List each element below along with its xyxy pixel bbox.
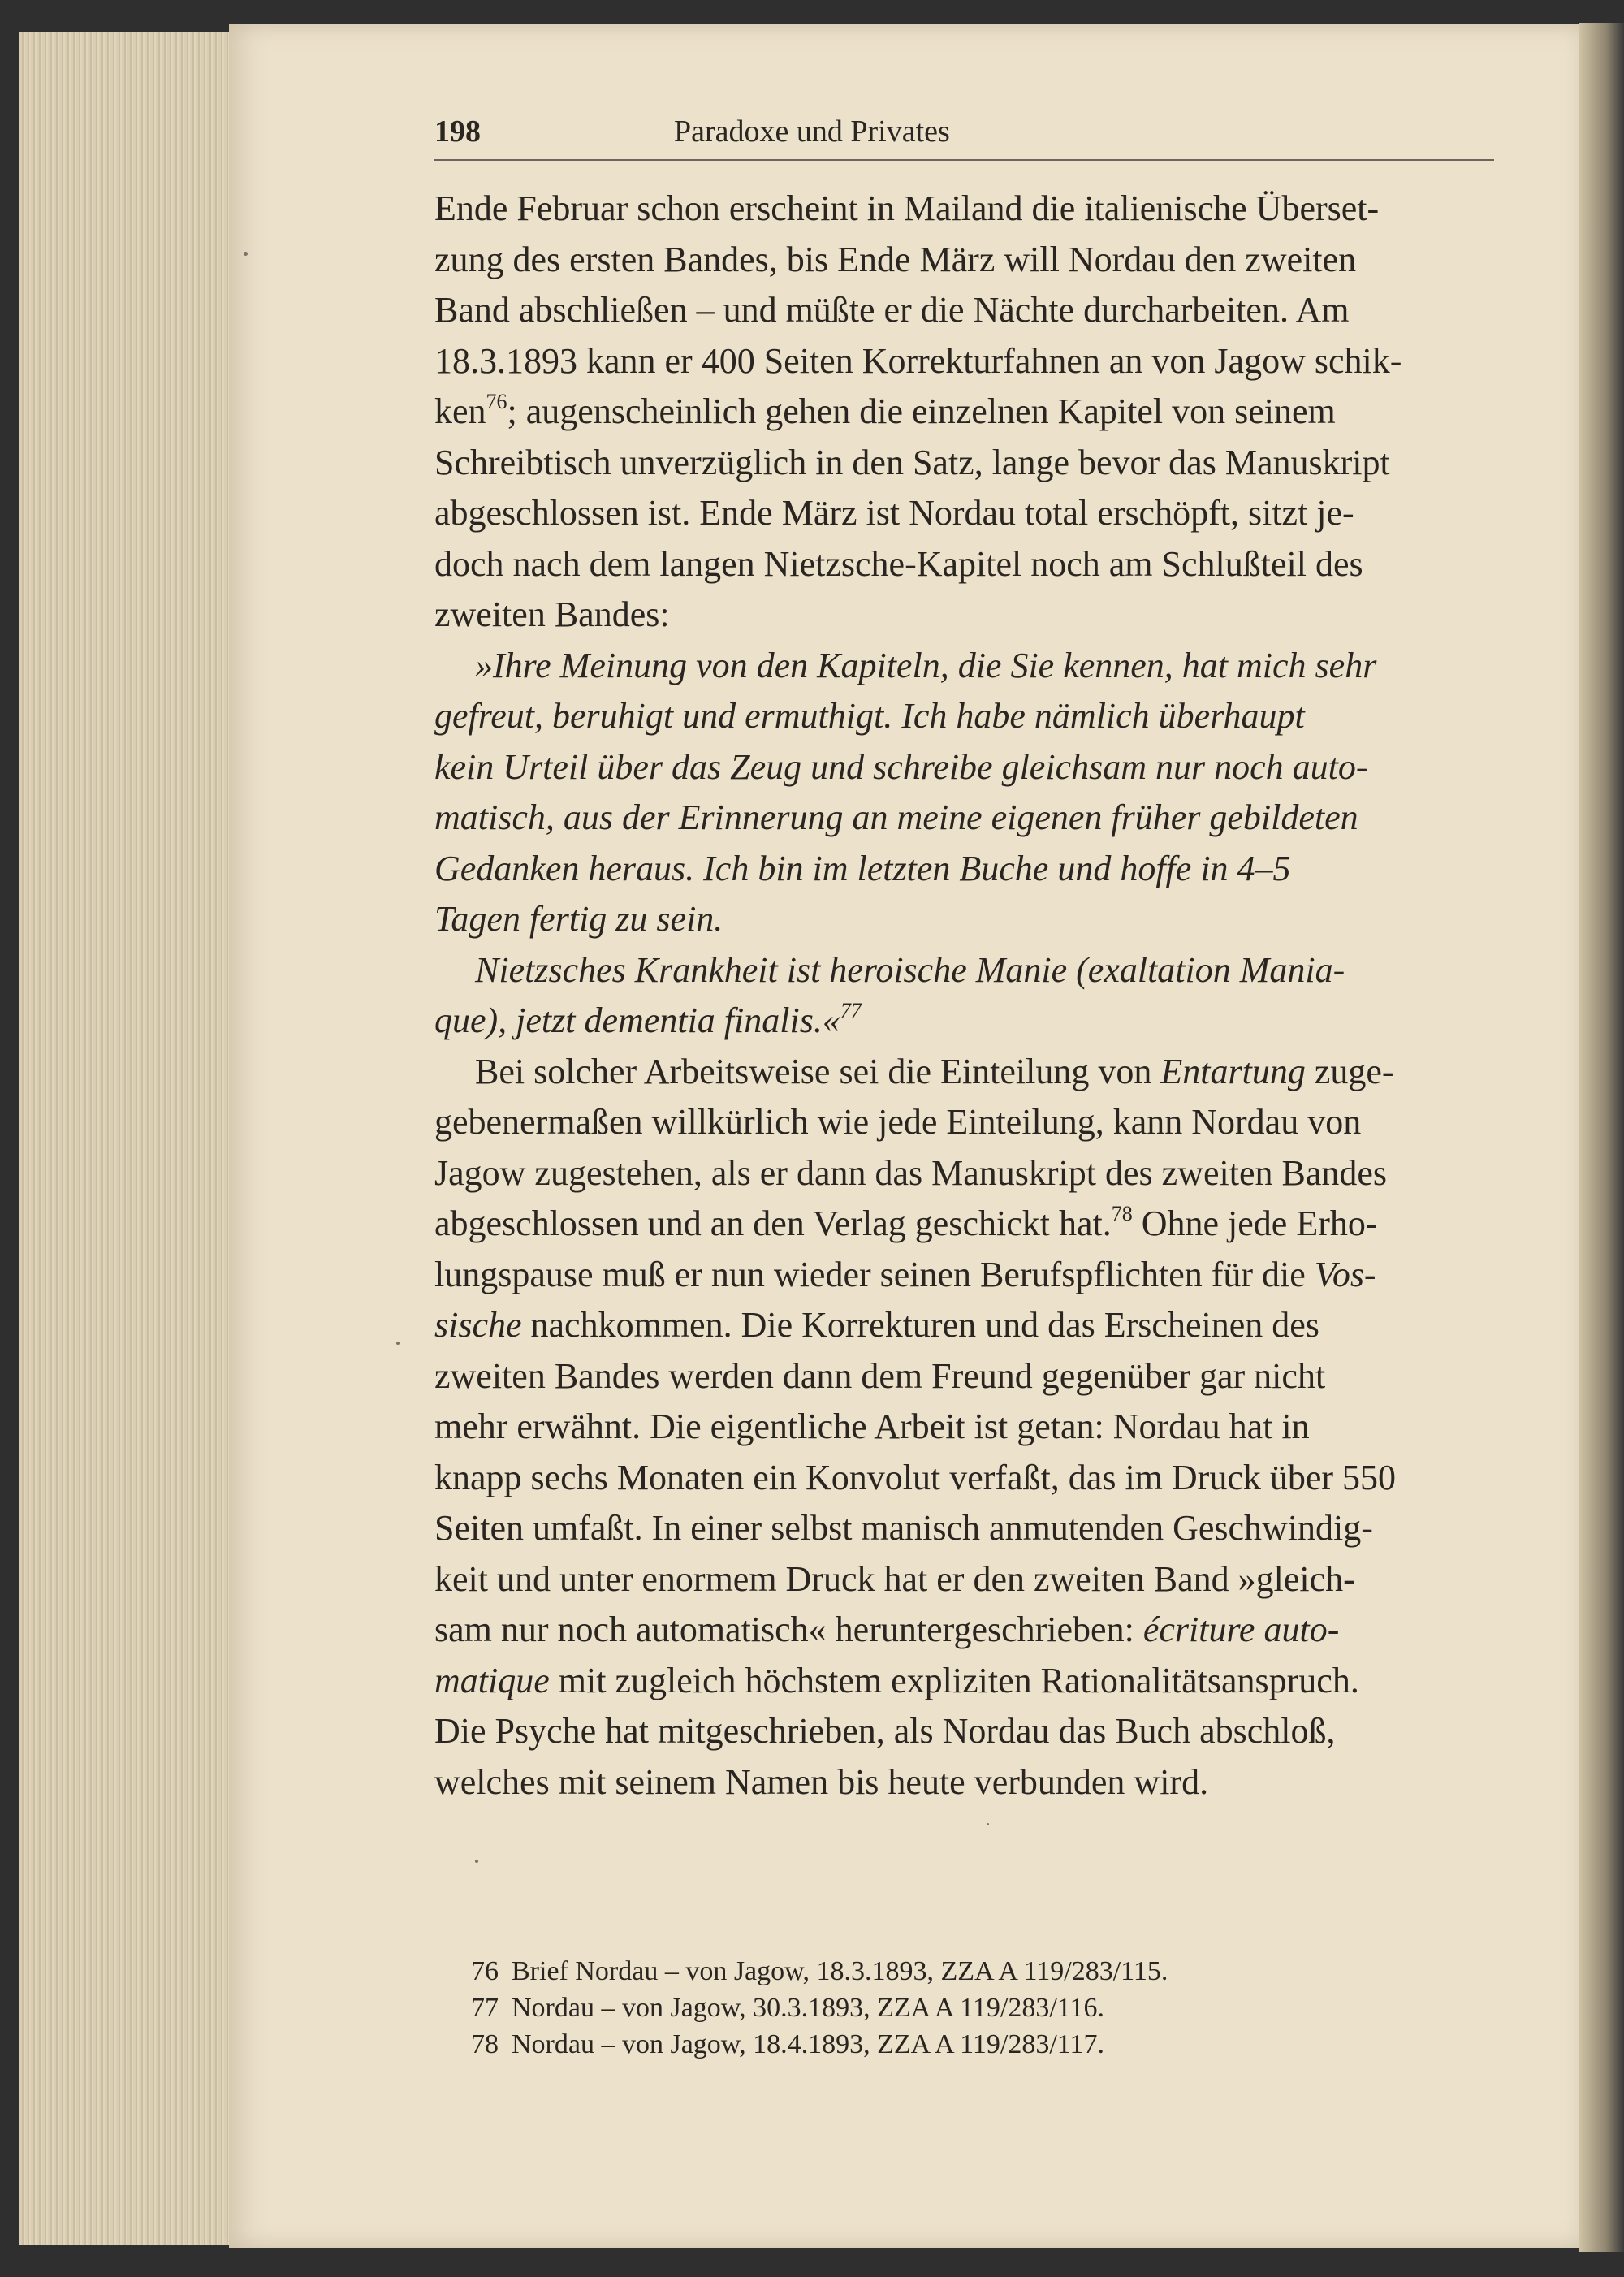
line-text: ken (434, 391, 486, 431)
line-text: sam nur noch automatisch« heruntergeschrieben: (434, 1609, 1143, 1649)
line-text-rest: Ohne jede Erho- (1132, 1203, 1378, 1243)
emphasis-text: matique (434, 1660, 550, 1700)
text-line (434, 590, 1539, 641)
book-edge-right (1579, 23, 1624, 2252)
line-text: kein Urteil über das Zeug und schreibe gleichsam nur noch auto- (434, 746, 1368, 787)
line-text: 18.3.1893 kann er 400 Seiten Korrekturfahnen an von Jagow schik- (434, 340, 1402, 381)
text-line (434, 641, 1539, 692)
line-text: keit und unter enormem Druck hat er den zweiten Band »gleich- (434, 1558, 1355, 1599)
text-line (434, 1554, 1539, 1605)
line-text: abgeschlossen und an den Verlag geschickt hat. (434, 1203, 1112, 1243)
text-line (434, 1656, 1539, 1707)
text-line (434, 539, 1539, 590)
text-line (434, 1402, 1539, 1453)
line-text: Band abschließen – und müßte er die Nächte durcharbeiten. Am (434, 290, 1350, 330)
text-line (434, 1097, 1539, 1148)
emphasis-text: sische (434, 1305, 522, 1345)
line-text: que), jetzt dementia finalis.« (434, 1000, 840, 1040)
footnote-reference[interactable]: 77 (840, 999, 862, 1022)
text-line (434, 235, 1539, 286)
text-line (434, 742, 1539, 793)
text-line (434, 1503, 1539, 1554)
emphasis-text: Entartung (1160, 1051, 1306, 1091)
line-text: Die Psyche hat mitgeschrieben, als Nordau das Buch abschloß, (434, 1711, 1336, 1751)
text-line (434, 691, 1539, 742)
page-header (434, 114, 1494, 161)
text-line (434, 1706, 1539, 1757)
text-line (434, 945, 1539, 996)
footnote-number: 77 (471, 1993, 499, 2023)
line-text: Gedanken heraus. Ich bin im letzten Buche und hoffe in 4–5 (434, 848, 1291, 888)
emphasis-text: Vos- (1314, 1254, 1376, 1294)
line-text: gebenermaßen willkürlich wie jede Einteilung, kann Nordau von (434, 1102, 1362, 1142)
page-edges (19, 32, 232, 2245)
line-text-rest: ; augenscheinlich gehen die einzelnen Kapitel von seinem (507, 391, 1336, 431)
footnote-text: Brief Nordau – von Jagow, 18.3.1893, ZZA A 119/283/115. (512, 1956, 1168, 1986)
line-text-rest: zuge- (1305, 1051, 1394, 1091)
text-line (434, 387, 1539, 438)
footnote-text: Nordau – von Jagow, 30.3.1893, ZZA A 119/283/116. (512, 1993, 1105, 2023)
text-line (434, 1300, 1539, 1351)
line-text: Nietzsches Krankheit ist heroische Manie (exaltation Mania- (475, 949, 1345, 990)
text-line (434, 1453, 1539, 1504)
line-text-rest: nachkommen. Die Korrekturen und das Erscheinen des (521, 1305, 1320, 1345)
text-line (434, 285, 1539, 336)
text-line (434, 336, 1539, 387)
body-text (434, 184, 1539, 1808)
text-line (434, 1605, 1539, 1656)
footnotes (471, 1953, 1510, 2063)
paper-speck (987, 1823, 989, 1825)
line-text: abgeschlossen ist. Ende März ist Nordau total erschöpft, sitzt je- (434, 493, 1354, 533)
line-text: zweiten Bandes werden dann dem Freund gegenüber gar nicht (434, 1355, 1326, 1396)
line-text: welches mit seinem Namen bis heute verbunden wird. (434, 1761, 1209, 1802)
text-line (434, 1351, 1539, 1402)
text-line (434, 844, 1539, 895)
line-text: gefreut, beruhigt und ermuthigt. Ich habe nämlich überhaupt (434, 696, 1305, 736)
page-number: 198 (434, 114, 481, 149)
line-text: Tagen fertig zu sein. (434, 899, 723, 939)
text-line (434, 793, 1539, 844)
text-line (434, 184, 1539, 235)
footnote-reference[interactable]: 76 (486, 390, 508, 413)
line-text: zweiten Bandes: (434, 594, 670, 634)
running-head: Paradoxe und Privates (674, 114, 950, 149)
emphasis-text: écriture auto- (1142, 1609, 1340, 1649)
line-text: matisch, aus der Erinnerung an meine eigenen früher gebildeten (434, 797, 1358, 837)
footnote-reference[interactable]: 78 (1111, 1202, 1133, 1225)
paper-speck (396, 1342, 400, 1345)
line-text-rest: mit zugleich höchstem expliziten Rationalitätsanspruch. (549, 1660, 1359, 1700)
footnote (471, 2026, 1510, 2063)
line-text: Jagow zugestehen, als er dann das Manuskript des zweiten Bandes (434, 1152, 1388, 1193)
text-line (434, 1047, 1539, 1098)
text-line (434, 488, 1539, 539)
footnote-text: Nordau – von Jagow, 18.4.1893, ZZA A 119/283/117. (512, 2029, 1105, 2059)
text-line (434, 438, 1539, 489)
line-text: lungspause muß er nun wieder seinen Berufspflichten für die (434, 1254, 1315, 1294)
paper-speck (244, 252, 248, 256)
text-line (434, 996, 1539, 1047)
line-text: Ende Februar schon erscheint in Mailand die italienische Überset- (434, 188, 1380, 228)
text-line (434, 1250, 1539, 1301)
footnote-number: 76 (471, 1956, 499, 1986)
text-line (434, 1199, 1539, 1250)
line-text: mehr erwähnt. Die eigentliche Arbeit ist getan: Nordau hat in (434, 1406, 1310, 1446)
line-text: Seiten umfaßt. In einer selbst manisch anmutenden Geschwindig- (434, 1508, 1373, 1548)
line-text: doch nach dem langen Nietzsche-Kapitel noch am Schlußteil des (434, 543, 1363, 584)
line-text: Schreibtisch unverzüglich in den Satz, lange bevor das Manuskript (434, 442, 1390, 482)
text-line (434, 894, 1539, 945)
footnote (471, 1953, 1510, 1990)
line-text: zung des ersten Bandes, bis Ende März will Nordau den zweiten (434, 239, 1357, 279)
footnote (471, 1990, 1510, 2026)
paper-speck (475, 1860, 478, 1863)
line-text: knapp sechs Monaten ein Konvolut verfaßt, das im Druck über 550 (434, 1457, 1397, 1497)
text-line (434, 1148, 1539, 1199)
text-line (434, 1757, 1539, 1808)
line-text: Bei solcher Arbeitsweise sei die Einteilung von (475, 1051, 1161, 1091)
footnote-number: 78 (471, 2029, 499, 2059)
line-text: »Ihre Meinung von den Kapiteln, die Sie kennen, hat mich sehr (475, 645, 1377, 685)
